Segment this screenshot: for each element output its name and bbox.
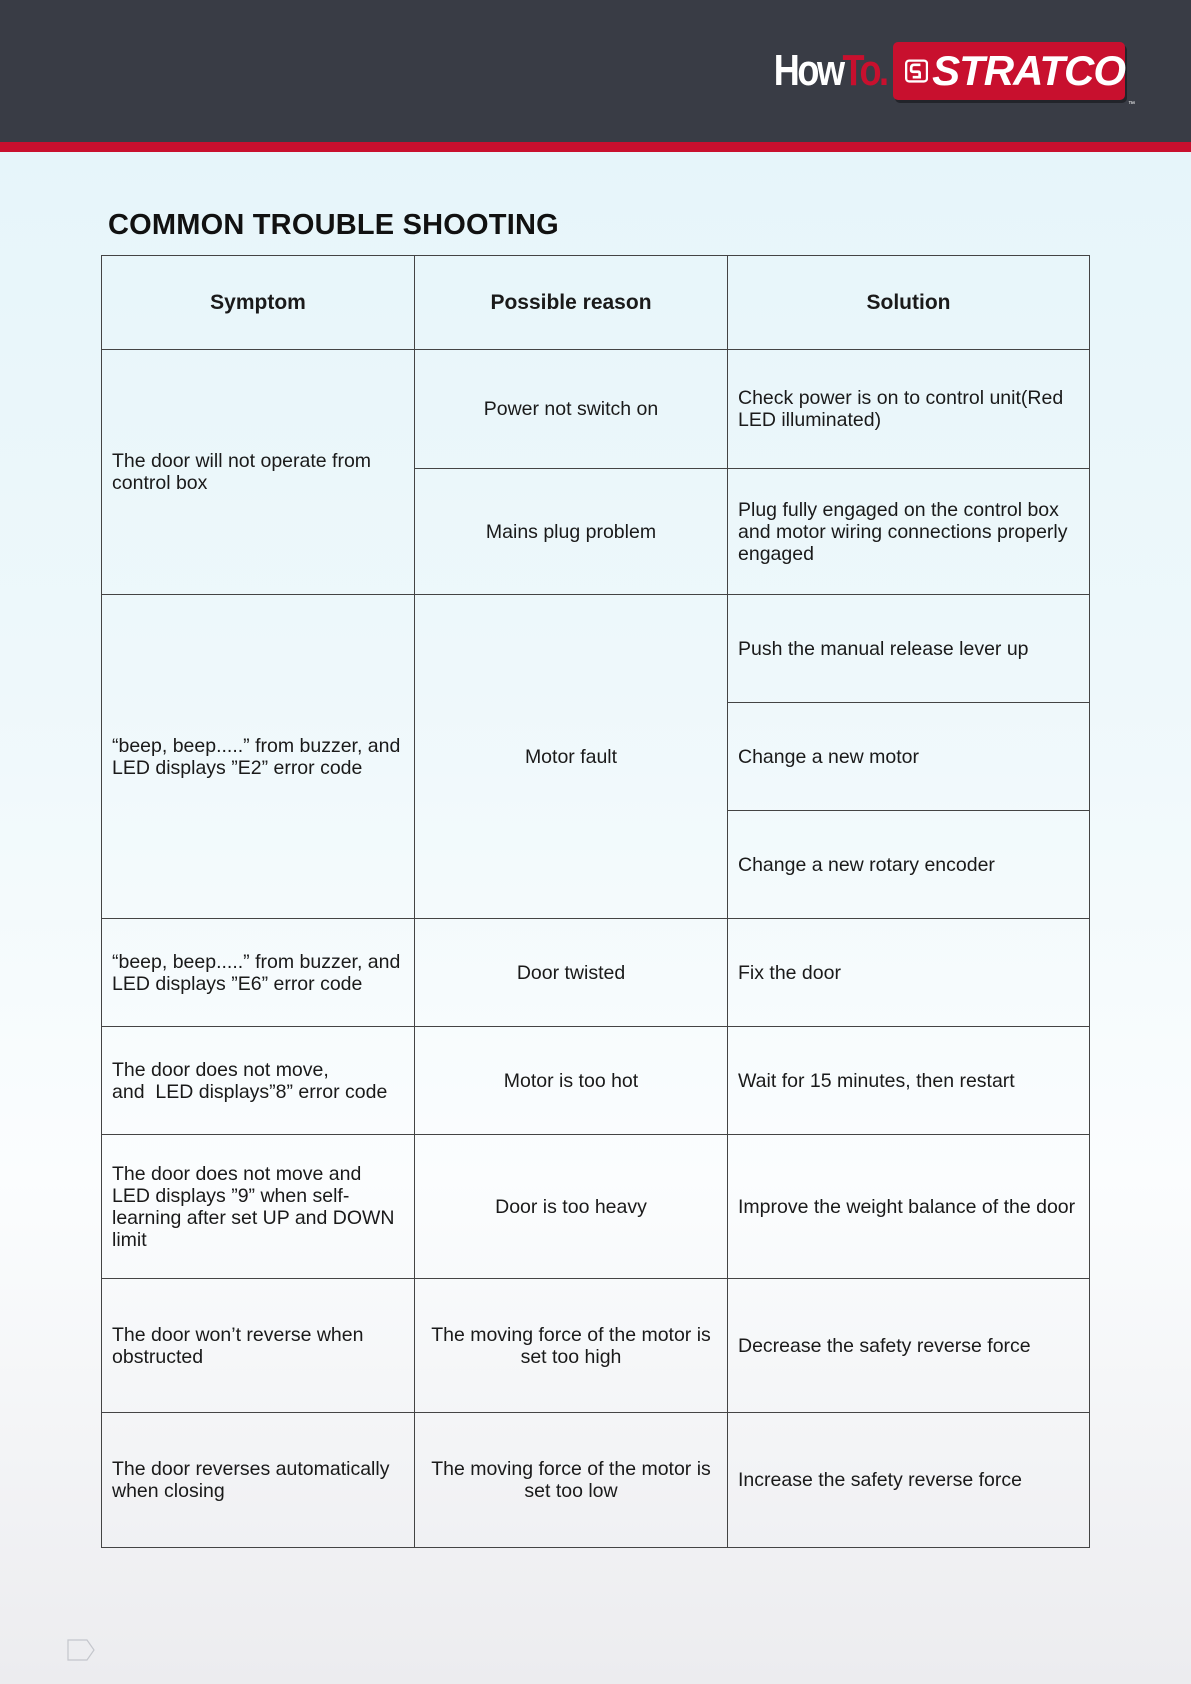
symptom-cell: The door won’t reverse when obstructed (102, 1279, 415, 1413)
column-header-reason: Possible reason (415, 256, 728, 350)
howto-how-text: How (774, 46, 843, 95)
symptom-cell: The door does not move and LED displays ”9” when self-learning after set UP and DOWN limit (102, 1135, 415, 1279)
solution-cell: Check power is on to control unit(Red LED illuminated) (728, 350, 1090, 469)
solution-cell: Change a new rotary encoder (728, 811, 1090, 919)
table-row (102, 595, 1090, 703)
page-header (0, 0, 1191, 142)
symptom-cell: The door reverses automatically when closing (102, 1413, 415, 1548)
reason-cell: Power not switch on (415, 350, 728, 469)
table-row (102, 1135, 1090, 1279)
solution-cell: Plug fully engaged on the control box and motor wiring connections properly engaged (728, 469, 1090, 595)
reason-cell: Door is too heavy (415, 1135, 728, 1279)
solution-cell: Push the manual release lever up (728, 595, 1090, 703)
symptom-cell: “beep, beep.....” from buzzer, and LED displays ”E2” error code (102, 595, 415, 919)
column-header-solution: Solution (728, 256, 1090, 350)
reason-cell: The moving force of the motor is set too high (415, 1279, 728, 1413)
solution-cell: Fix the door (728, 919, 1090, 1027)
reason-cell: Door twisted (415, 919, 728, 1027)
stratco-logo (893, 42, 1135, 108)
table-row (102, 919, 1090, 1027)
trademark-symbol: ™ (1128, 101, 1135, 108)
header-accent-stripe (0, 142, 1191, 152)
solution-cell: Change a new motor (728, 703, 1090, 811)
table-header-row (102, 256, 1090, 350)
troubleshooting-table (101, 255, 1090, 1548)
table-row (102, 350, 1090, 469)
solution-cell: Increase the safety reverse force (728, 1413, 1090, 1548)
brand-name: STRATCO (932, 47, 1125, 94)
symptom-cell: “beep, beep.....” from buzzer, and LED displays ”E6” error code (102, 919, 415, 1027)
reason-cell: Mains plug problem (415, 469, 728, 595)
symptom-cell: The door does not move, and LED displays”8” error code (102, 1027, 415, 1135)
table-row (102, 1413, 1090, 1548)
reason-cell: Motor fault (415, 595, 728, 919)
solution-cell: Wait for 15 minutes, then restart (728, 1027, 1090, 1135)
reason-cell: The moving force of the motor is set too low (415, 1413, 728, 1548)
reason-cell: Motor is too hot (415, 1027, 728, 1135)
table-row (102, 1027, 1090, 1135)
page-tab-icon (67, 1639, 95, 1661)
page-title: COMMON TROUBLE SHOOTING (108, 209, 559, 241)
solution-cell: Decrease the safety reverse force (728, 1279, 1090, 1413)
column-header-symptom: Symptom (102, 256, 415, 350)
stratco-s-mark-icon (905, 56, 928, 86)
table-row (102, 1279, 1090, 1413)
howto-to-text: To. (842, 46, 887, 95)
symptom-cell: The door will not operate from control box (102, 350, 415, 595)
brand-lockup (749, 42, 1135, 108)
solution-cell: Improve the weight balance of the door (728, 1135, 1090, 1279)
howto-wordmark (774, 46, 887, 96)
